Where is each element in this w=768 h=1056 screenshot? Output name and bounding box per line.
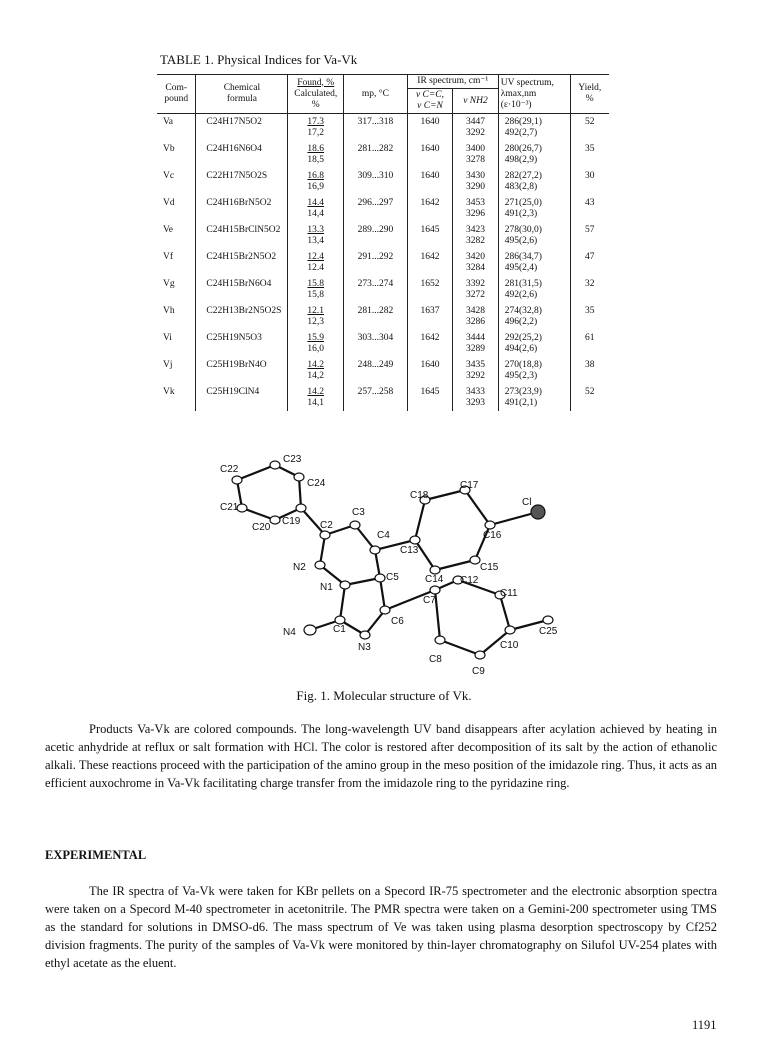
cell-ir-cc: 1642 bbox=[407, 330, 453, 357]
cell-uv: 271(25,0) 491(2,3) bbox=[498, 195, 570, 222]
cell-formula: C24H17N5O2 bbox=[196, 114, 288, 142]
cell-ir-nh2: 3453 3296 bbox=[453, 195, 499, 222]
cell-ir-nh2: 3400 3278 bbox=[453, 141, 499, 168]
cell-ir-cc: 1652 bbox=[407, 276, 453, 303]
table-row bbox=[157, 195, 609, 222]
cell-uv: 286(34,7) 495(2,4) bbox=[498, 249, 570, 276]
cell-mp: 273...274 bbox=[344, 276, 408, 303]
cell-found-calc: 13.3 13,4 bbox=[288, 222, 344, 249]
table-caption: TABLE 1. Physical Indices for Va-Vk bbox=[160, 52, 358, 67]
atom-label-c19: C19 bbox=[282, 516, 301, 527]
paragraph-1-text: Products Va-Vk are colored compounds. The long-wavelength UV band disappears after acylation achieved by heating in acetic anhydride at reflux or salt formation with HCl. The color is restored after decomposition of its salt by the action of ethanolic alkali. These reactions proceed with the participation of the amino group in the meso position of the imidazole ring. Thus, it acts as an efficient auxochrome in Va-Vk facilitating charge transfer from the imidazole ring to the pyridazine ring. bbox=[45, 722, 717, 790]
table-row bbox=[157, 384, 609, 411]
atom-label-c4: C4 bbox=[377, 530, 390, 541]
cell-found-calc: 17.3 17,2 bbox=[288, 114, 344, 142]
atom-label-c23: C23 bbox=[283, 454, 302, 465]
cell-uv: 281(31,5) 492(2,6) bbox=[498, 276, 570, 303]
cell-compound: Vb bbox=[157, 141, 196, 168]
cell-ir-nh2: 3430 3290 bbox=[453, 168, 499, 195]
cell-mp: 257...258 bbox=[344, 384, 408, 411]
table-row bbox=[157, 141, 609, 168]
cell-compound: Vj bbox=[157, 357, 196, 384]
table-row bbox=[157, 357, 609, 384]
table-row bbox=[157, 276, 609, 303]
paragraph-results bbox=[45, 720, 717, 792]
cell-uv: 280(26,7) 498(2,9) bbox=[498, 141, 570, 168]
cell-formula: C24H15Br2N5O2 bbox=[196, 249, 288, 276]
cell-mp: 281...282 bbox=[344, 303, 408, 330]
cell-ir-nh2: 3447 3292 bbox=[453, 114, 499, 142]
figure-caption: Fig. 1. Molecular structure of Vk. bbox=[296, 688, 472, 703]
cell-uv: 286(29,1) 492(2,7) bbox=[498, 114, 570, 142]
cell-mp: 289...290 bbox=[344, 222, 408, 249]
cell-mp: 296...297 bbox=[344, 195, 408, 222]
cell-yield: 30 bbox=[585, 171, 595, 181]
table-row bbox=[157, 249, 609, 276]
atom-label-c1: C1 bbox=[333, 624, 346, 635]
atom-label-c3: C3 bbox=[352, 507, 365, 518]
cell-ir-nh2: 3428 3286 bbox=[453, 303, 499, 330]
cell-formula: C24H15BrN6O4 bbox=[196, 276, 288, 303]
cell-ir-cc: 1640 bbox=[407, 168, 453, 195]
table-row bbox=[157, 222, 609, 249]
atom-label-c8: C8 bbox=[429, 654, 442, 665]
cell-compound: Vh bbox=[157, 303, 196, 330]
atom-label-c16: C16 bbox=[483, 530, 502, 541]
atom-label-n1: N1 bbox=[320, 582, 333, 593]
cell-yield: 57 bbox=[585, 225, 595, 235]
atom-label-c10: C10 bbox=[500, 640, 519, 651]
cell-found-calc: 15.8 15,8 bbox=[288, 276, 344, 303]
cell-ir-cc: 1642 bbox=[407, 249, 453, 276]
atom-label-c24: C24 bbox=[307, 478, 326, 489]
molecular-structure-diagram bbox=[215, 450, 575, 680]
cell-uv: 274(32,8) 496(2,2) bbox=[498, 303, 570, 330]
atom-label-c11: C11 bbox=[500, 588, 518, 599]
header-ir-cc-cn: ν C=C, ν C=N bbox=[407, 89, 453, 114]
section-heading: EXPERIMENTAL bbox=[45, 848, 147, 862]
header-uv: UV spectrum, λmax,nm (ε·10⁻³) bbox=[498, 75, 570, 114]
cell-formula: C22H13Br2N5O2S bbox=[196, 303, 288, 330]
header-ir-nh2: ν NH2 bbox=[453, 89, 499, 114]
table-row bbox=[157, 330, 609, 357]
cell-found-calc: 15.9 16,0 bbox=[288, 330, 344, 357]
cell-mp: 303...304 bbox=[344, 330, 408, 357]
header-mp: mp, °C bbox=[344, 75, 408, 114]
cell-formula: C25H19ClN4 bbox=[196, 384, 288, 411]
atom-label-c13: C13 bbox=[400, 545, 419, 556]
header-yield: Yield, % bbox=[570, 75, 609, 114]
cell-uv: 282(27,2) 483(2,8) bbox=[498, 168, 570, 195]
table-row bbox=[157, 114, 609, 142]
cell-yield: 38 bbox=[585, 360, 595, 370]
cell-compound: Vk bbox=[157, 384, 196, 411]
cell-found-calc: 14.2 14,2 bbox=[288, 357, 344, 384]
cell-compound: Vf bbox=[157, 249, 196, 276]
cell-ir-nh2: 3392 3272 bbox=[453, 276, 499, 303]
atom-label-n3: N3 bbox=[358, 642, 371, 653]
paragraph-2-text: The IR spectra of Va-Vk were taken for KBr pellets on a Specord IR-75 spectrometer and the electronic absorption spectra were taken on a Specord M-40 spectrometer in acetonitrile. The PMR spectra were taken on a Gemini-200 spectrometer using TMS as the standard for solutions in DMSO-d6. The mass spectrum of Ve was taken using plasma desorption spectroscopy by Cf252 division fragments. The purity of the samples of Va-Vk were monitored by thin-layer chromatography on Silufol UV-254 plates with ethyl acetate as the eluent. bbox=[45, 884, 717, 970]
atom-label-c2: C2 bbox=[320, 520, 333, 531]
atom-label-c9: C9 bbox=[472, 666, 485, 677]
table-row bbox=[157, 168, 609, 195]
atom-label-c6: C6 bbox=[391, 616, 404, 627]
cell-yield: 52 bbox=[585, 117, 595, 127]
header-compound: Com- pound bbox=[157, 75, 196, 114]
cell-ir-nh2: 3444 3289 bbox=[453, 330, 499, 357]
cell-uv: 278(30,0) 495(2,6) bbox=[498, 222, 570, 249]
cell-ir-cc: 1637 bbox=[407, 303, 453, 330]
cell-uv: 270(18,8) 495(2,3) bbox=[498, 357, 570, 384]
cell-yield: 47 bbox=[585, 252, 595, 262]
cell-formula: C24H15BrClN5O2 bbox=[196, 222, 288, 249]
chlorine-atom bbox=[531, 505, 545, 519]
physical-indices-table bbox=[157, 74, 609, 411]
cell-found-calc: 14.2 14,1 bbox=[288, 384, 344, 411]
atom-label-c21: C21 bbox=[220, 502, 239, 513]
cell-compound: Vd bbox=[157, 195, 196, 222]
cell-ir-cc: 1642 bbox=[407, 195, 453, 222]
cell-ir-nh2: 3433 3293 bbox=[453, 384, 499, 411]
cell-found-calc: 12.4 12.4 bbox=[288, 249, 344, 276]
cell-compound: Vc bbox=[157, 168, 196, 195]
header-ir: IR spectrum, cm⁻¹ bbox=[407, 75, 498, 89]
cell-compound: Va bbox=[157, 114, 196, 142]
atom-label-c15: C15 bbox=[480, 562, 499, 573]
cell-formula: C22H17N5O2S bbox=[196, 168, 288, 195]
page-number: 1191 bbox=[692, 1018, 717, 1032]
table-row bbox=[157, 303, 609, 330]
cell-uv: 273(23,9) 491(2,1) bbox=[498, 384, 570, 411]
cell-mp: 281...282 bbox=[344, 141, 408, 168]
cell-yield: 32 bbox=[585, 279, 595, 289]
cell-ir-nh2: 3435 3292 bbox=[453, 357, 499, 384]
atom-label-c12: C12 bbox=[460, 575, 479, 586]
atom-label-c20: C20 bbox=[252, 522, 271, 533]
cell-yield: 35 bbox=[585, 144, 595, 154]
atom-label-c17: C17 bbox=[460, 480, 479, 491]
atom-label-cl: Cl bbox=[522, 497, 532, 508]
cell-compound: Vg bbox=[157, 276, 196, 303]
cell-ir-cc: 1645 bbox=[407, 384, 453, 411]
atom-label-c14: C14 bbox=[425, 574, 444, 585]
atom-label-n4: N4 bbox=[283, 627, 296, 638]
cell-mp: 317...318 bbox=[344, 114, 408, 142]
cell-ir-nh2: 3420 3284 bbox=[453, 249, 499, 276]
cell-formula: C24H16BrN5O2 bbox=[196, 195, 288, 222]
atom-label-n2: N2 bbox=[293, 562, 306, 573]
paragraph-experimental bbox=[45, 882, 717, 972]
cell-formula: C25H19N5O3 bbox=[196, 330, 288, 357]
cell-found-calc: 12.1 12,3 bbox=[288, 303, 344, 330]
cell-ir-cc: 1640 bbox=[407, 114, 453, 142]
atom-label-c7: C7 bbox=[423, 595, 436, 606]
atom-label-c5: C5 bbox=[386, 572, 399, 583]
cell-mp: 248...249 bbox=[344, 357, 408, 384]
cell-mp: 309...310 bbox=[344, 168, 408, 195]
cell-ir-cc: 1640 bbox=[407, 357, 453, 384]
cell-formula: C25H19BrN4O bbox=[196, 357, 288, 384]
atom-label-c25: C25 bbox=[539, 626, 558, 637]
cell-found-calc: 14.4 14,4 bbox=[288, 195, 344, 222]
cell-yield: 61 bbox=[585, 333, 595, 343]
cell-mp: 291...292 bbox=[344, 249, 408, 276]
cell-compound: Ve bbox=[157, 222, 196, 249]
header-found: Found, % Calculated, % bbox=[288, 75, 344, 114]
cell-ir-cc: 1645 bbox=[407, 222, 453, 249]
cell-yield: 52 bbox=[585, 387, 595, 397]
cell-uv: 292(25,2) 494(2,6) bbox=[498, 330, 570, 357]
cell-yield: 43 bbox=[585, 198, 595, 208]
cell-compound: Vi bbox=[157, 330, 196, 357]
cell-yield: 35 bbox=[585, 306, 595, 316]
cell-found-calc: 16.8 16,9 bbox=[288, 168, 344, 195]
cell-formula: C24H16N6O4 bbox=[196, 141, 288, 168]
cell-ir-cc: 1640 bbox=[407, 141, 453, 168]
atom-label-c18: C18 bbox=[410, 490, 429, 501]
cell-ir-nh2: 3423 3282 bbox=[453, 222, 499, 249]
atom-label-c22: C22 bbox=[220, 464, 239, 475]
header-formula: Chemical formula bbox=[196, 75, 288, 114]
cell-found-calc: 18.6 18,5 bbox=[288, 141, 344, 168]
